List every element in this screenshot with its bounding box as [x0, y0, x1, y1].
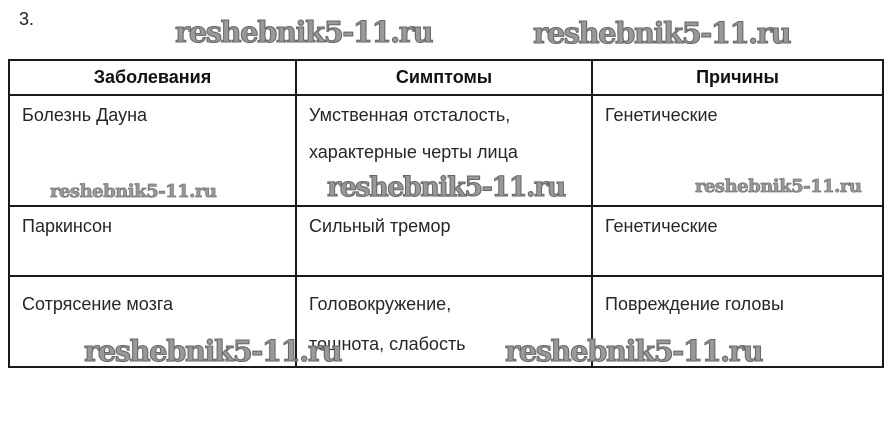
question-number: 3.: [19, 9, 35, 29]
disease-name: Паркинсон: [22, 216, 112, 236]
symptom-line: тошнота, слабость: [309, 334, 466, 354]
watermark: reshebnik5-11.ru: [175, 15, 433, 49]
disease-name: Болезнь Дауна: [22, 105, 148, 125]
cause-text: Повреждение головы: [605, 294, 784, 314]
diseases-table: [8, 59, 884, 368]
symptom-line: Сильный тремор: [309, 216, 451, 236]
cell-symptoms-concussion: [297, 277, 593, 366]
watermark: reshebnik5-11.ru: [84, 334, 342, 368]
cell-cause-down: [593, 96, 882, 207]
watermark: reshebnik5-11.ru: [533, 16, 791, 50]
cause-text: Генетические: [605, 216, 718, 236]
disease-name: Сотрясение мозга: [22, 294, 174, 314]
watermark: reshebnik5-11.ru: [695, 176, 862, 197]
watermark: reshebnik5-11.ru: [327, 172, 565, 203]
header-cell-diseases: Заболевания: [10, 61, 297, 96]
cell-cause-parkinson: [593, 207, 882, 277]
watermark: reshebnik5-11.ru: [50, 181, 217, 202]
cell-symptoms-down: [297, 96, 593, 207]
cell-disease-concussion: [10, 277, 297, 366]
cell-cause-concussion: [593, 277, 882, 366]
cell-disease-parkinson: [10, 207, 297, 277]
cell-symptoms-parkinson: [297, 207, 593, 277]
symptom-line: Умственная отсталость,: [309, 105, 511, 125]
symptom-line: характерные черты лица: [309, 142, 518, 162]
symptom-line: Головокружение,: [309, 294, 452, 314]
cause-text: Генетические: [605, 105, 718, 125]
watermark: reshebnik5-11.ru: [505, 334, 763, 368]
header-cell-causes: Причины: [593, 61, 882, 96]
cell-disease-down: [10, 96, 297, 207]
header-cell-symptoms: Симптомы: [297, 61, 593, 96]
